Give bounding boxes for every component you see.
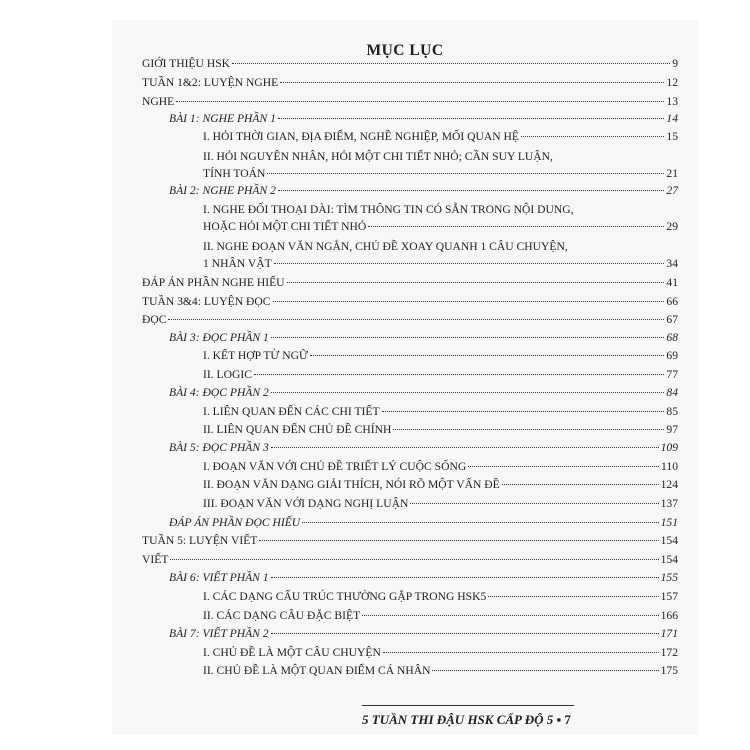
toc-page-number: 109	[660, 441, 678, 454]
toc-leader	[271, 337, 665, 338]
toc-page-number: 157	[660, 590, 678, 603]
toc-entry-text: BÀI 6: VIẾT PHẦN 1	[169, 571, 269, 584]
toc-page-number: 67	[666, 313, 678, 326]
toc-entry-text: VIẾT	[142, 553, 169, 566]
toc-page-number: 166	[660, 609, 678, 622]
toc-entry-continuation: TÍNH TOÁN	[203, 167, 266, 180]
toc-entry-text: TUẦN 3&4: LUYỆN ĐỌC	[142, 295, 271, 308]
toc-entry	[203, 460, 678, 474]
toc-page-number: 171	[660, 627, 678, 640]
toc-page-number: 154	[660, 553, 678, 566]
toc-leader	[267, 173, 664, 174]
toc-page-number: 124	[660, 478, 678, 491]
toc-entry-text: BÀI 5: ĐỌC PHẦN 3	[169, 441, 269, 454]
toc-page-number: 27	[666, 184, 678, 197]
toc-leader	[468, 466, 659, 467]
toc-entry-text: GIỚI THIỆU HSK	[142, 57, 231, 70]
toc-entry-text: II. LOGIC	[203, 368, 252, 381]
toc-entry	[142, 276, 678, 290]
toc-page-number: 21	[666, 167, 678, 180]
toc-entry	[203, 130, 678, 144]
toc-entry-text: I. LIÊN QUAN ĐẾN CÁC CHI TIẾT	[203, 405, 380, 418]
toc-entry-text: BÀI 2: NGHE PHẦN 2	[169, 184, 276, 197]
toc-entry	[169, 112, 678, 126]
toc-entry-text: I. ĐOẠN VĂN VỚI CHỦ ĐỀ TRIẾT LÝ CUỘC SỐNG	[203, 460, 467, 473]
toc-entry	[203, 646, 678, 660]
toc-leader	[521, 136, 664, 137]
toc-entry-text: BÀI 7: VIẾT PHẦN 2	[169, 627, 269, 640]
toc-leader	[232, 63, 670, 64]
toc-entry	[142, 95, 678, 109]
toc-entry-text: I. CHỦ ĐỀ LÀ MỘT CÂU CHUYỆN	[203, 646, 381, 659]
toc-leader	[176, 101, 664, 102]
toc-entry	[203, 167, 678, 181]
toc-entry	[203, 220, 678, 234]
toc-entry	[169, 331, 678, 345]
toc-entry	[142, 553, 678, 567]
page-title: MỤC LỤC	[366, 42, 444, 59]
toc-page-number: 15	[666, 130, 678, 143]
toc-entry-text: NGHE	[142, 95, 175, 108]
toc-entry	[203, 590, 678, 604]
toc-page-number: 175	[660, 664, 678, 677]
toc-entry	[203, 257, 678, 271]
toc-entry	[142, 295, 678, 309]
toc-entry	[142, 313, 678, 327]
toc-leader	[287, 282, 665, 283]
toc-leader	[432, 670, 658, 671]
toc-entry	[203, 664, 678, 678]
toc-entry	[169, 516, 678, 530]
footer-separator: ▪	[556, 712, 562, 727]
toc-entry-text: I. KẾT HỢP TỪ NGỮ	[203, 349, 309, 362]
toc-entry	[203, 609, 678, 623]
toc-leader	[254, 374, 664, 375]
toc-leader	[278, 118, 665, 119]
toc-leader	[168, 319, 664, 320]
toc-entry	[203, 368, 678, 382]
toc-entry-text: II. LIÊN QUAN ĐẾN CHỦ ĐỀ CHÍNH	[203, 423, 392, 436]
toc-page-number: 110	[661, 460, 678, 473]
toc-entry	[203, 423, 678, 437]
toc-leader	[302, 522, 658, 523]
toc-page-number: 66	[666, 295, 678, 308]
toc-leader	[271, 392, 665, 393]
toc-entry-text: II. NGHE ĐOẠN VĂN NGẮN, CHỦ ĐỀ XOAY QUANH 1 CÂU CHUYỆN,	[203, 240, 568, 253]
toc-entry	[203, 497, 678, 511]
toc-page-number: 9	[672, 57, 678, 70]
toc-entry	[169, 386, 678, 400]
toc-entry-text: I. HỎI THỜI GIAN, ĐỊA ĐIỂM, NGHỀ NGHIỆP, MỐI QUAN HỆ	[203, 130, 520, 143]
toc-page-number: 85	[666, 405, 678, 418]
toc-entry-text: I. NGHE ĐỐI THOẠI DÀI: TÌM THÔNG TIN CÓ SẴN TRONG NỘI DUNG,	[203, 203, 574, 216]
toc-leader	[393, 429, 664, 430]
toc-page-number: 14	[666, 112, 678, 125]
toc-page-number: 77	[666, 368, 678, 381]
toc-page-number: 34	[666, 257, 678, 270]
toc-page-number: 13	[666, 95, 678, 108]
page-footer	[362, 712, 588, 728]
toc-leader	[383, 652, 659, 653]
toc-entry	[142, 76, 678, 90]
toc-leader	[362, 615, 658, 616]
toc-entry	[203, 478, 678, 492]
footer-page-number: 7	[564, 712, 571, 727]
toc-entry	[142, 57, 678, 71]
toc-entry	[169, 441, 678, 455]
toc-page-number: 155	[660, 571, 678, 584]
toc-entry	[203, 405, 678, 419]
toc-leader	[502, 484, 659, 485]
toc-leader	[278, 190, 665, 191]
toc-entry-text: II. ĐOẠN VĂN DẠNG GIẢI THÍCH, NÓI RÕ MỘT VẤN ĐỀ	[203, 478, 500, 491]
toc-leader	[259, 540, 658, 541]
toc-page-number: 12	[666, 76, 678, 89]
toc-entry-text: II. HỎI NGUYÊN NHÂN, HỎI MỘT CHI TIẾT NHỎ; CẦN SUY LUẬN,	[203, 150, 553, 163]
toc-entry-text: TUẦN 5: LUYỆN VIẾT	[142, 534, 258, 547]
toc-entry-text: BÀI 3: ĐỌC PHẦN 1	[169, 331, 269, 344]
footer-book-title: 5 TUẦN THI ĐẬU HSK CẤP ĐỘ 5	[362, 712, 554, 727]
toc-entry-text: ĐỌC	[142, 313, 167, 326]
toc-page-number: 84	[666, 386, 678, 399]
toc-leader	[280, 82, 664, 83]
toc-leader	[410, 503, 658, 504]
toc-page-number: 151	[660, 516, 678, 529]
toc-page-number: 29	[666, 220, 678, 233]
toc-leader	[274, 263, 665, 264]
document-page	[112, 20, 698, 735]
toc-page-number: 41	[666, 276, 678, 289]
toc-entry-text: I. CÁC DẠNG CẤU TRÚC THƯỜNG GẶP TRONG HSK5	[203, 590, 487, 603]
toc-leader	[273, 301, 665, 302]
toc-leader	[310, 355, 664, 356]
toc-entry-text: ĐÁP ÁN PHẦN NGHE HIỂU	[142, 276, 285, 289]
toc-leader	[271, 577, 659, 578]
toc-leader	[368, 226, 664, 227]
toc-entry	[203, 349, 678, 363]
toc-page-number: 69	[666, 349, 678, 362]
toc-page-number: 97	[666, 423, 678, 436]
toc-leader	[488, 596, 658, 597]
footer-rule	[362, 705, 574, 706]
toc-entry	[142, 534, 678, 548]
toc-leader	[271, 447, 659, 448]
toc-entry-text: III. ĐOẠN VĂN VỚI DẠNG NGHỊ LUẬN	[203, 497, 409, 510]
toc-entry-text: ĐÁP ÁN PHẦN ĐỌC HIỂU	[169, 516, 301, 529]
toc-entry-text: II. CÁC DẠNG CÂU ĐẶC BIỆT	[203, 609, 361, 622]
toc-page-number: 172	[660, 646, 678, 659]
toc-entry-text: TUẦN 1&2: LUYỆN NGHE	[142, 76, 279, 89]
toc-page-number: 137	[660, 497, 678, 510]
toc-entry-text: BÀI 1: NGHE PHẦN 1	[169, 112, 276, 125]
toc-entry	[169, 571, 678, 585]
toc-entry-text: BÀI 4: ĐỌC PHẦN 2	[169, 386, 269, 399]
toc-entry-continuation: 1 NHÂN VẬT	[203, 257, 272, 270]
toc-page-number: 68	[666, 331, 678, 344]
toc-entry	[169, 184, 678, 198]
toc-leader	[170, 559, 658, 560]
toc-page-number: 154	[660, 534, 678, 547]
toc-entry-text: II. CHỦ ĐỀ LÀ MỘT QUAN ĐIỂM CÁ NHÂN	[203, 664, 431, 677]
toc-entry	[169, 627, 678, 641]
toc-leader	[382, 411, 665, 412]
toc-entry-continuation: HOẶC HỎI MỘT CHI TIẾT NHỎ	[203, 220, 367, 233]
toc-leader	[271, 633, 659, 634]
